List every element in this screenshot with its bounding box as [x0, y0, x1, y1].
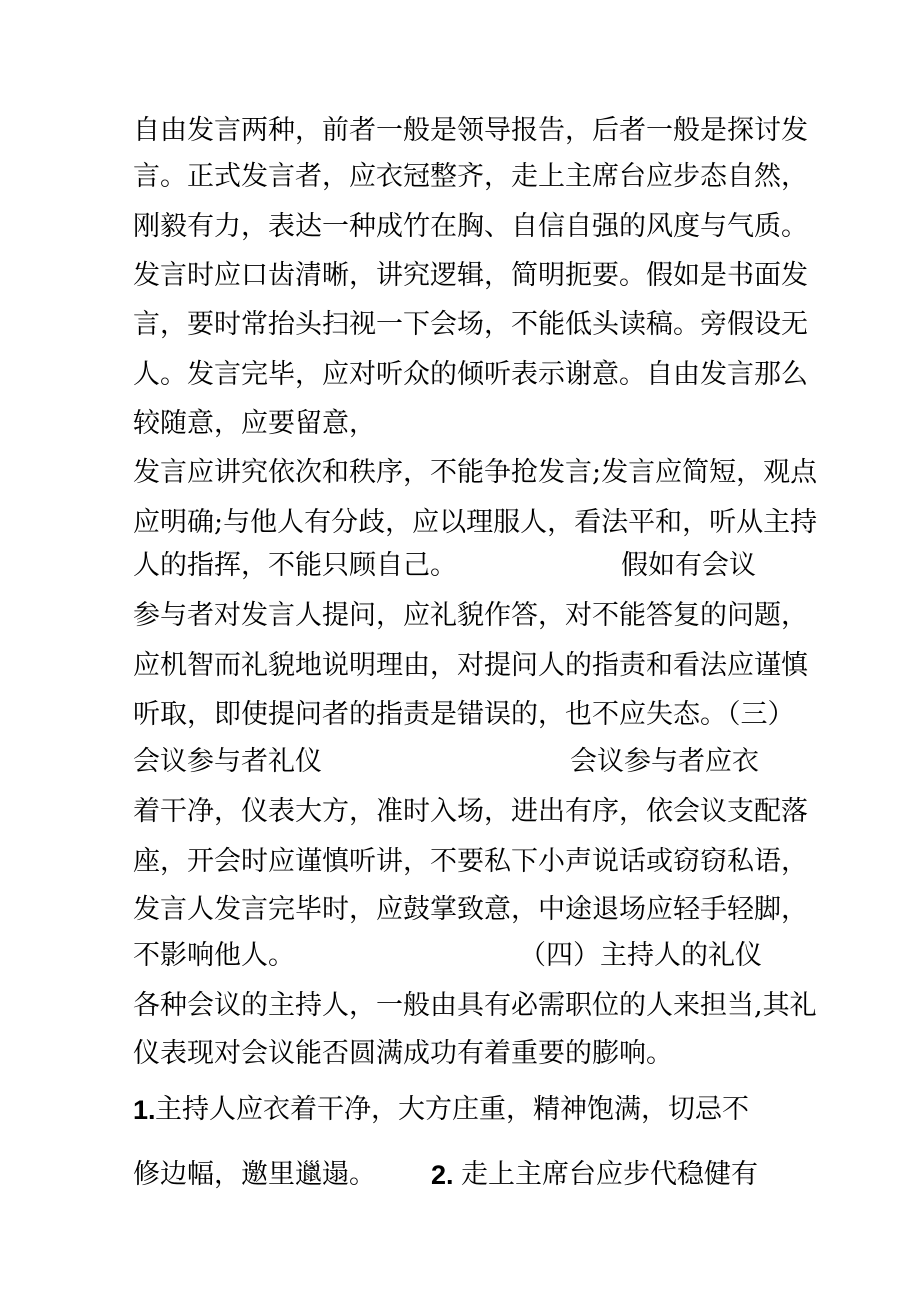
text-line: 人。发言完毕，应对听众的倾听表示谢意。自由发言那么	[133, 359, 808, 390]
text-line	[133, 938, 773, 974]
text-line	[133, 548, 773, 584]
text-line	[133, 744, 773, 780]
text-segment: 不影响他人。	[133, 940, 295, 971]
list-item	[133, 1157, 773, 1193]
text-line: 发言人发言完毕时，应鼓掌致意，中途退场应轻手轻脚，	[133, 894, 808, 925]
text-line: 言。正式发言者，应衣冠整齐，走上主席台应步态自然，	[133, 161, 808, 192]
text-line: 参与者对发言人提问，应礼貌作答，对不能答复的问题，	[133, 600, 808, 631]
text-line: 自由发言两种，前者一般是领导报告，后者一般是探讨发	[133, 115, 808, 146]
text-line: 应明确;与他人有分歧，应以理服人，看法平和，听从主持	[133, 507, 818, 538]
list-number: 2.	[431, 1160, 454, 1190]
list-number: 1.	[133, 1095, 156, 1125]
text-segment: 修边幅，邀里邋遢。	[133, 1159, 376, 1190]
text-line: 各种会议的主持人，一般由具有必需职位的人来担当,其礼	[133, 990, 817, 1021]
text-segment: 假如有会议	[621, 550, 756, 581]
text-line: 言，要时常抬头扫视一下会场，不能低头读稿。旁假设无	[133, 309, 808, 340]
section-heading: （四）主持人的礼仪	[519, 940, 762, 971]
text-segment: 会议参与者应衣	[570, 746, 759, 777]
text-line: 较随意，应要留意，	[133, 408, 376, 439]
text-line: 仪表现对会议能否圆满成功有着重要的膨响。	[133, 1038, 673, 1069]
text-segment: 走上主席台应步代稳健有	[461, 1159, 758, 1190]
text-line: 刚毅有力，表达一种成竹在胸、自信自强的风度与气质。	[133, 211, 808, 242]
text-line: 听取，即使提问者的指责是错误的，也不应失态。（三）	[133, 699, 795, 730]
text-line: 着干净，仪表大方，准时入场，进出有序，依会议支配落	[133, 796, 808, 827]
text-segment: 人的指挥，不能只顾自己。	[133, 550, 457, 581]
text-line: 应机智而礼貌地说明理由，对提问人的指责和看法应谨慎	[133, 650, 808, 681]
text-line: 发言时应口齿清晰，讲究逻辑，简明扼要。假如是书面发	[133, 260, 808, 291]
text-segment: 主持人应衣着干净，大方庄重，精神饱满，切忌不	[155, 1094, 749, 1125]
text-line: 座，开会时应谨慎听讲，不要私下小声说话或窃窃私语，	[133, 846, 808, 877]
section-heading: 会议参与者礼仪	[133, 746, 322, 777]
list-item	[133, 1092, 773, 1128]
text-line: 发言应讲究依次和秩序，不能争抢发言;发言应简短，观点	[133, 457, 818, 488]
